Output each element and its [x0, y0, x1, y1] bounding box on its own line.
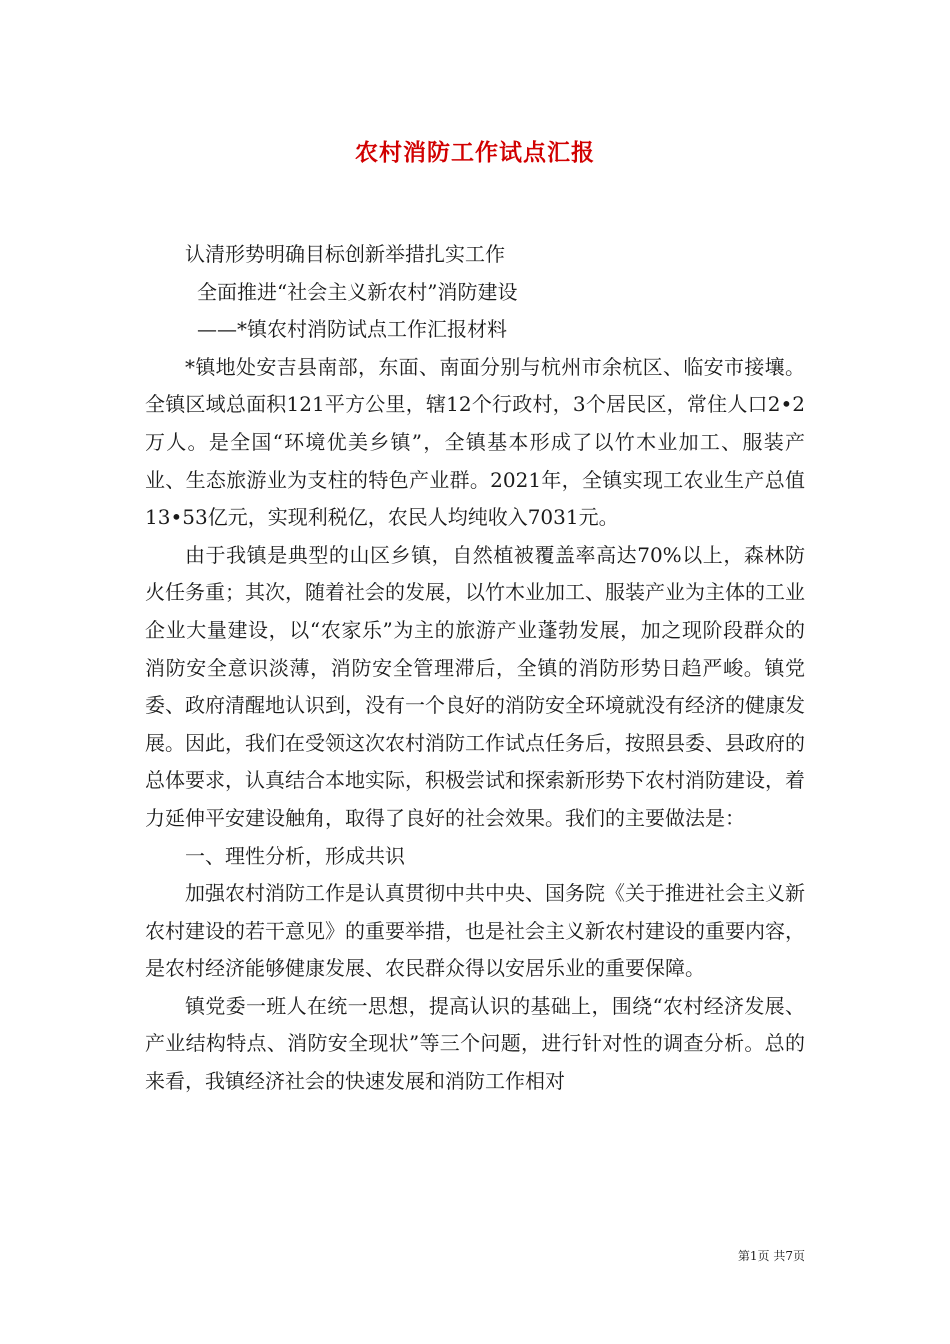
- paragraph-importance: 加强农村消防工作是认真贯彻中共中央、国务院《关于推进社会主义新农村建设的若干意见》的重要举措，也是社会主义新农村建设的重要内容，是农村经济能够健康发展、农民群众得以安居乐业的重要保障。: [145, 881, 805, 981]
- document-body: [145, 236, 805, 1101]
- paragraph-situation: 由于我镇是典型的山区乡镇，自然植被覆盖率高达70%以上，森林防火任务重；其次，随着社会的发展，以竹木业加工、服装产业为主体的工业企业大量建设，以“农家乐”为主的旅游产业蓬勃发展，加之现阶段群众的消防安全意识淡薄，消防安全管理滞后，全镇的消防形势日趋严峻。镇党委、政府清醒地认识到，没有一个良好的消防安全环境就没有经济的健康发展。因此，我们在受领这次农村消防工作试点任务后，按照县委、县政府的总体要求，认真结合本地实际，积极尝试和探索新形势下农村消防建设，着力延伸平安建设触角，取得了良好的社会效果。我们的主要做法是：: [145, 542, 805, 830]
- paragraph-overview: *镇地处安吉县南部，东面、南面分别与杭州市余杭区、临安市接壤。全镇区域总面积121平方公里，辖12个行政村，3个居民区，常住人口2•2万人。是全国“环境优美乡镇”，全镇基本形成了以竹木业加工、服装产业、生态旅游业为支柱的特色产业群。2021年，全镇实现工农业生产总值13•53亿元，实现利税亿，农民人均纯收入7031元。: [145, 354, 805, 530]
- document-title: 农村消防工作试点汇报: [355, 139, 595, 166]
- subtitle-line-1: 认清形势明确目标创新举措扎实工作: [185, 242, 505, 266]
- paragraph-analysis: 镇党委一班人在统一思想，提高认识的基础上，围绕“农村经济发展、产业结构特点、消防安全现状”等三个问题，进行针对性的调查分析。总的来看，我镇经济社会的快速发展和消防工作相对: [145, 993, 805, 1094]
- subtitle-line-3: ——*镇农村消防试点工作汇报材料: [197, 317, 507, 342]
- page-number: 第1页 共7页: [737, 1249, 805, 1263]
- subtitle-line-2: 全面推进“社会主义新农村”消防建设: [197, 279, 518, 304]
- section-heading-1: 一、理性分析，形成共识: [185, 843, 405, 868]
